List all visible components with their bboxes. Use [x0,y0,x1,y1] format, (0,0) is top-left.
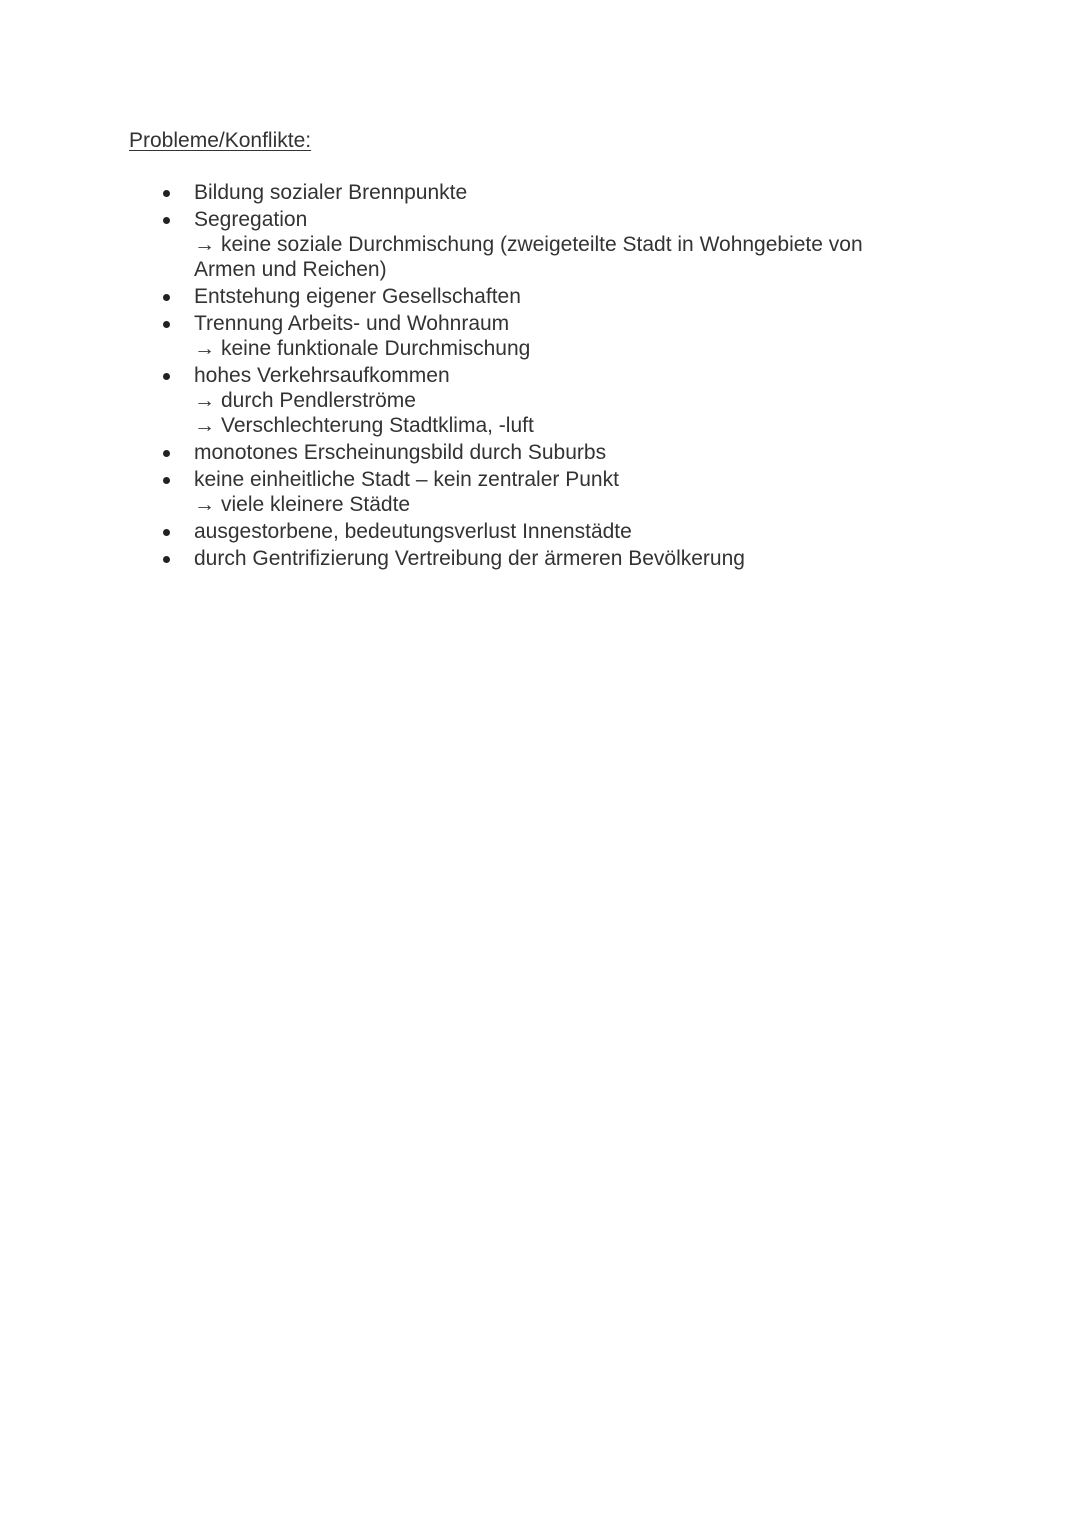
bullet-icon [163,321,170,328]
bullet-icon [163,529,170,536]
list-item [129,440,929,465]
list-subitem [194,413,929,438]
list-subitem [194,232,929,257]
list-item-text: ausgestorbene, bedeutungsverlust Innenstädte [194,520,632,543]
list-item-text: durch Gentrifizierung Vertreibung der ärmeren Bevölkerung [194,547,745,570]
list-subitem-continuation: Armen und Reichen) [194,258,387,281]
list-subitem-text: durch Pendlerströme [221,389,416,412]
list-item [129,467,929,517]
list-item [129,180,929,205]
arrow-icon: → [194,337,215,360]
bullet-icon [163,190,170,197]
list-subitem [194,336,929,361]
list-subitem-text: keine funktionale Durchmischung [221,337,531,360]
arrow-icon: → [194,389,215,412]
list-item-text: Entstehung eigener Gesellschaften [194,285,521,308]
bullet-icon [163,477,170,484]
list-item [129,284,929,309]
problems-list [129,180,929,573]
list-subitem-text: Verschlechterung Stadtklima, -luft [221,414,534,437]
list-subitem-text: viele kleinere Städte [221,493,411,516]
list-item [129,311,929,361]
list-item [129,519,929,544]
list-subitem [194,492,929,517]
bullet-icon [163,217,170,224]
bullet-icon [163,556,170,563]
list-item [129,363,929,438]
list-item-text: keine einheitliche Stadt – kein zentraler Punkt [194,468,619,491]
bullet-icon [163,373,170,380]
list-item-text: Trennung Arbeits- und Wohnraum [194,312,510,335]
list-item [129,546,929,571]
bullet-icon [163,450,170,457]
section-heading: Probleme/Konflikte: [129,129,312,152]
list-item-text: Segregation [194,208,308,231]
list-item-text: Bildung sozialer Brennpunkte [194,181,468,204]
list-subitem [194,388,929,413]
arrow-icon: → [194,414,215,437]
list-item [129,207,929,282]
bullet-icon [163,294,170,301]
list-item-text: monotones Erscheinungsbild durch Suburbs [194,441,607,464]
list-item-text: hohes Verkehrsaufkommen [194,364,450,387]
arrow-icon: → [194,233,215,256]
list-subitem-text: keine soziale Durchmischung (zweigeteilte Stadt in Wohngebiete von [221,233,863,256]
arrow-icon: → [194,493,215,516]
